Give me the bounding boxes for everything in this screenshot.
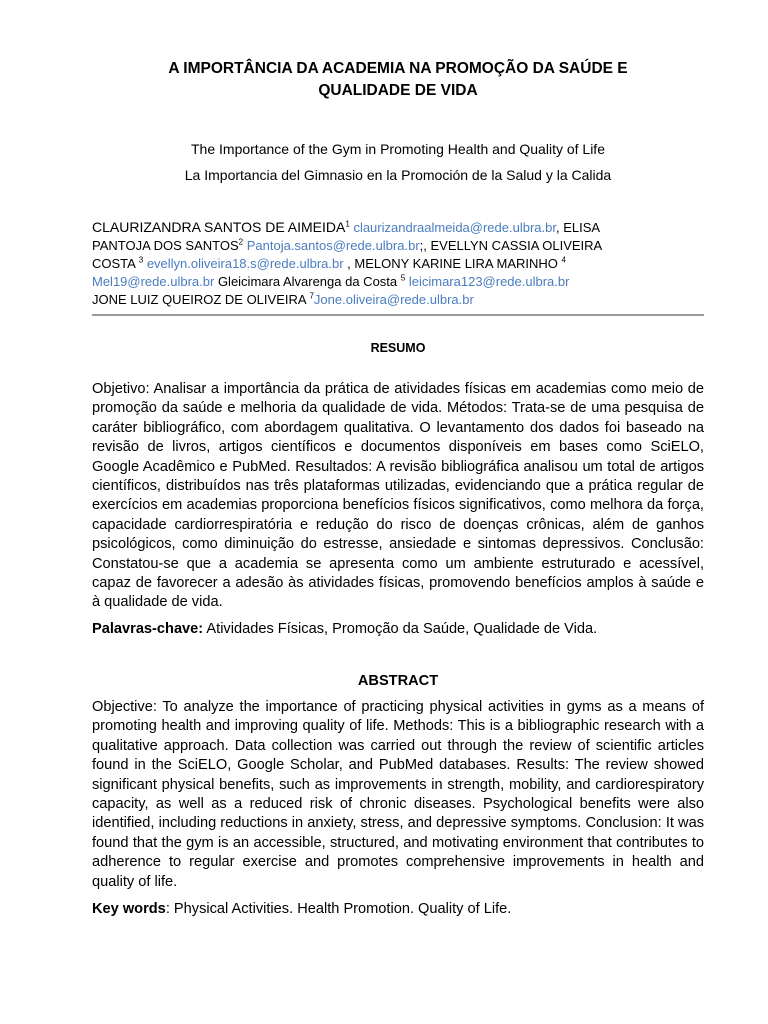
author-line-2 — [92, 237, 704, 255]
abstract-heading: ABSTRACT — [357, 673, 439, 689]
keywords-label: Palavras-chave: — [92, 621, 204, 637]
section-divider — [92, 314, 704, 316]
subtitle-english: The Importance of the Gym in Promoting Health and Quality of Life — [191, 141, 605, 157]
palavras-chave-line — [92, 620, 704, 639]
title-line-2: QUALIDADE DE VIDA — [318, 82, 478, 99]
paper-title — [92, 58, 704, 102]
affiliation-mark: 7 — [309, 291, 314, 301]
resumo-body: Objetivo: Analisar a importância da prática de atividades físicas em academias como meio de promoção da saúde e melhoria da qualidade de vida. Métodos: Trata-se de uma pesquisa de caráter bibliográfico, com abordagem qualitativa. O levantamento dos dados foi baseado na revisão de livros, artigos científicos e documentos disponíveis em bases como SciELO, Google Acadêmico e PubMed. Resultados: A revisão bibliográfica analisou um total de artigos científicos, distribuídos nas três plataformas utilizadas, evidenciando que a prática regular de exercícios em academias proporciona benefícios físicos significativos, como melhora da força, capacidade cardiorrespiratória e redução do risco de doenças crônicas, além de ganhos psicológicos, como diminuição do estresse, ansiedade e sintomas depressivos. Conclusão: Constatou-se que a academia se apresenta como um ambiente estruturado e acessível, capaz de favorecer a adesão às atividades físicas, promovendo benefícios amplos à saúde e à qualidade de vida. — [92, 381, 704, 611]
author-name: , MELONY KARINE LIRA MARINHO — [343, 256, 558, 271]
subtitle-spanish: La Importancia del Gimnasio en la Promoción de la Salud y la Calida — [184, 167, 612, 183]
author-email-link[interactable]: claurizandraalmeida@rede.ulbra.br — [353, 220, 556, 235]
affiliation-mark: 1 — [345, 219, 350, 229]
keywords-text: : Physical Activities. Health Promotion. Quality of Life. — [165, 901, 512, 917]
author-line-4 — [92, 273, 704, 291]
affiliation-mark: 2 — [238, 237, 244, 247]
resumo-heading: RESUMO — [370, 341, 426, 355]
separator-text: ;, — [419, 238, 427, 253]
abstract-body: Objective: To analyze the importance of practicing physical activities in gyms as a means of promoting health and improving quality of life. Methods: This is a bibliographic research with a qualitative approach. Data collection was carried out through the review of scientific articles found in the SciELO, Google Scholar, and PubMed databases. Results: The review showed significant physical benefits, such as improvements in strength, mobility, and cardiorespiratory capacity, as well as a reduced risk of chronic diseases. Psychological benefits were also identified, including reductions in anxiety, stress, and depressive symptoms. Conclusion: It was found that the gym is an accessible, structured, and motivating environment that contributes to adherence to regular exercise and promotes comprehensive improvements in health and quality of life. — [92, 699, 704, 890]
author-name: , ELISA — [555, 220, 601, 235]
key-words-line — [92, 900, 704, 919]
author-name: COSTA — [92, 256, 136, 271]
title-line-1: A IMPORTÂNCIA DA ACADEMIA NA PROMOÇÃO DA SAÚDE E — [168, 60, 628, 77]
author-line-3 — [92, 255, 704, 273]
author-email-link[interactable]: leicimara123@rede.ulbra.br — [408, 274, 570, 289]
author-name: EVELLYN CASSIA OLIVEIRA — [426, 238, 603, 253]
author-email-link[interactable]: evellyn.oliveira18.s@rede.ulbra.br — [146, 256, 344, 271]
affiliation-mark: 3 — [138, 255, 144, 265]
author-line-1 — [92, 218, 704, 237]
keywords-text: Atividades Físicas, Promoção da Saúde, Qualidade de Vida. — [203, 621, 598, 637]
affiliation-mark: 5 — [400, 273, 406, 283]
author-name: CLAURIZANDRA SANTOS DE AIMEIDA — [92, 219, 346, 235]
keywords-label: Key words — [92, 901, 166, 917]
author-name: JONE LUIZ QUEIROZ DE OLIVEIRA — [92, 292, 306, 307]
author-name: PANTOJA DOS SANTOS — [92, 238, 239, 253]
author-name: Gleicimara Alvarenga da Costa — [214, 274, 398, 289]
author-email-link[interactable]: Mel19@rede.ulbra.br — [92, 274, 215, 289]
affiliation-mark: 4 — [561, 255, 566, 265]
author-block — [92, 218, 704, 309]
author-email-link[interactable]: Pantoja.santos@rede.ulbra.br — [246, 238, 420, 253]
author-line-5 — [92, 291, 704, 309]
author-email-link[interactable]: Jone.oliveira@rede.ulbra.br — [313, 292, 474, 307]
